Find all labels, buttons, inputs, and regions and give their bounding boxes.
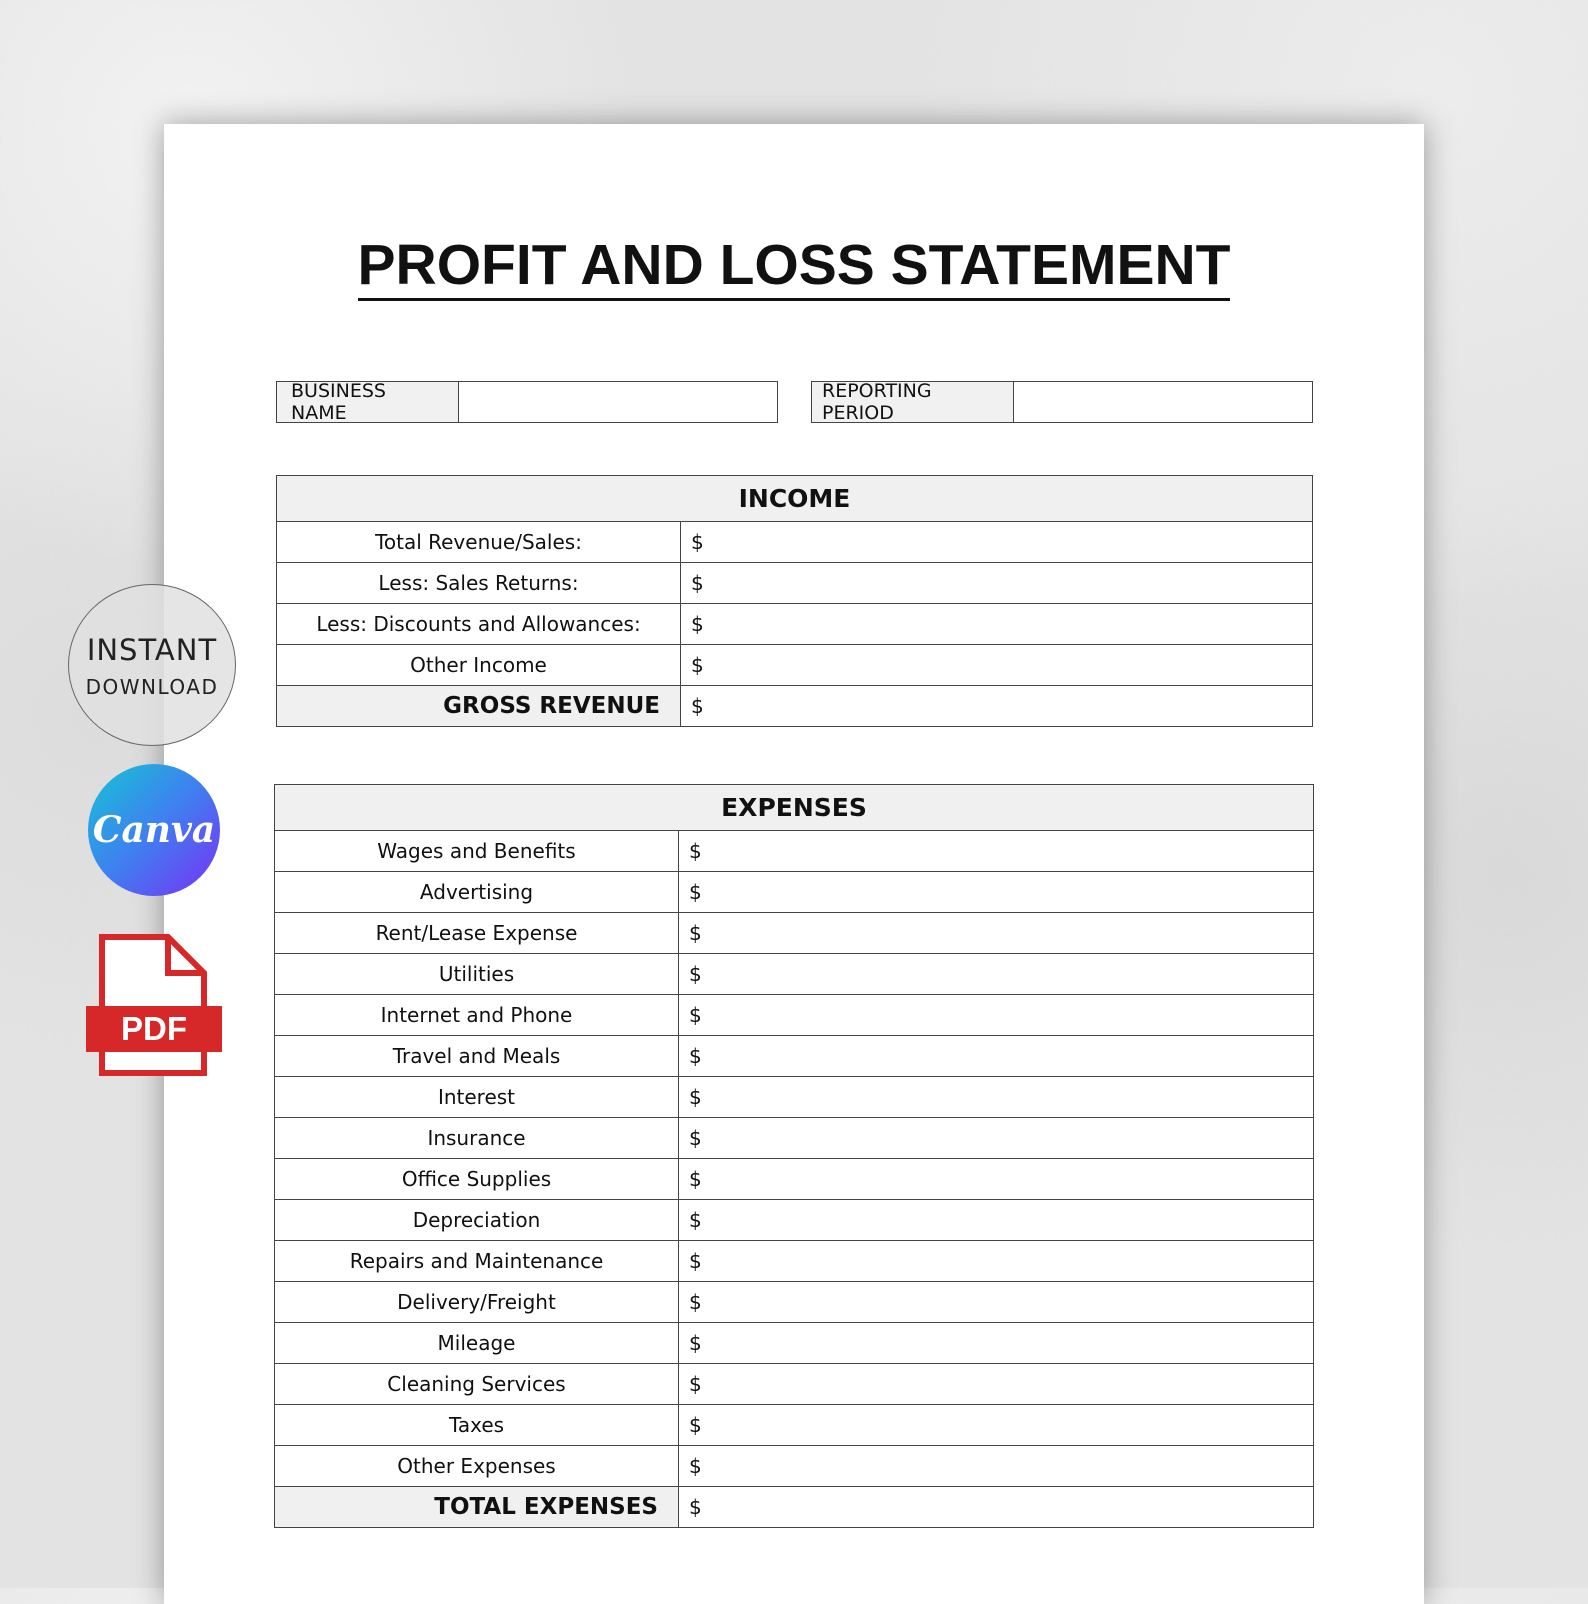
pdf-document-icon — [86, 934, 222, 1076]
row-label: Depreciation — [275, 1200, 679, 1241]
amount-cell[interactable]: $ — [679, 1036, 1314, 1077]
row-label: Cleaning Services — [275, 1364, 679, 1405]
row-label: Utilities — [275, 954, 679, 995]
gross-revenue-label: GROSS REVENUE — [277, 686, 681, 727]
table-row — [275, 1200, 1314, 1241]
table-row — [275, 913, 1314, 954]
amount-cell[interactable]: $ — [679, 1241, 1314, 1282]
amount-cell[interactable]: $ — [679, 1323, 1314, 1364]
row-label: Interest — [275, 1077, 679, 1118]
amount-cell[interactable]: $ — [679, 995, 1314, 1036]
row-label: Rent/Lease Expense — [275, 913, 679, 954]
table-row — [275, 1405, 1314, 1446]
reporting-period-field[interactable] — [811, 381, 1313, 423]
table-row — [275, 995, 1314, 1036]
row-label: Other Expenses — [275, 1446, 679, 1487]
expenses-header: EXPENSES — [275, 785, 1314, 831]
business-name-input[interactable] — [459, 382, 777, 422]
table-row — [275, 1077, 1314, 1118]
gross-revenue-amount[interactable]: $ — [681, 686, 1313, 727]
row-label: Repairs and Maintenance — [275, 1241, 679, 1282]
amount-cell[interactable]: $ — [679, 1159, 1314, 1200]
row-label: Advertising — [275, 872, 679, 913]
income-table — [276, 475, 1313, 727]
amount-cell[interactable]: $ — [679, 1200, 1314, 1241]
table-row — [277, 645, 1313, 686]
income-header: INCOME — [277, 476, 1313, 522]
row-label: Mileage — [275, 1323, 679, 1364]
table-row — [275, 1159, 1314, 1200]
row-label: Other Income — [277, 645, 681, 686]
amount-cell[interactable]: $ — [681, 563, 1313, 604]
amount-cell[interactable]: $ — [681, 645, 1313, 686]
reporting-period-input[interactable] — [1014, 382, 1312, 422]
total-expenses-amount[interactable]: $ — [679, 1487, 1314, 1528]
row-label: Less: Discounts and Allowances: — [277, 604, 681, 645]
table-row — [277, 604, 1313, 645]
table-row — [275, 1036, 1314, 1077]
row-label: Wages and Benefits — [275, 831, 679, 872]
table-row — [275, 872, 1314, 913]
row-label: Less: Sales Returns: — [277, 563, 681, 604]
table-row — [275, 1118, 1314, 1159]
download-label: DOWNLOAD — [85, 675, 219, 699]
pdf-label: PDF — [86, 1006, 222, 1052]
table-row — [275, 831, 1314, 872]
amount-cell[interactable]: $ — [679, 1405, 1314, 1446]
business-name-label: BUSINESS NAME — [277, 382, 459, 422]
canva-logo-text: Canva — [92, 809, 216, 851]
row-label: Total Revenue/Sales: — [277, 522, 681, 563]
canva-logo-icon — [88, 764, 220, 896]
row-label: Travel and Meals — [275, 1036, 679, 1077]
pdf-file-icon — [86, 934, 222, 1076]
amount-cell[interactable]: $ — [679, 872, 1314, 913]
business-name-field[interactable] — [276, 381, 778, 423]
table-row — [275, 1364, 1314, 1405]
row-label: Office Supplies — [275, 1159, 679, 1200]
amount-cell[interactable]: $ — [679, 831, 1314, 872]
document-page — [164, 124, 1424, 1604]
instant-label: INSTANT — [86, 633, 218, 667]
amount-cell[interactable]: $ — [679, 1282, 1314, 1323]
amount-cell[interactable]: $ — [681, 604, 1313, 645]
amount-cell[interactable]: $ — [679, 1364, 1314, 1405]
amount-cell[interactable]: $ — [681, 522, 1313, 563]
row-label: Insurance — [275, 1118, 679, 1159]
total-row — [275, 1487, 1314, 1528]
amount-cell[interactable]: $ — [679, 1118, 1314, 1159]
amount-cell[interactable]: $ — [679, 1446, 1314, 1487]
row-label: Delivery/Freight — [275, 1282, 679, 1323]
table-row — [277, 563, 1313, 604]
row-label: Internet and Phone — [275, 995, 679, 1036]
amount-cell[interactable]: $ — [679, 954, 1314, 995]
table-row — [275, 1241, 1314, 1282]
row-label: Taxes — [275, 1405, 679, 1446]
table-row — [277, 522, 1313, 563]
total-expenses-label: TOTAL EXPENSES — [275, 1487, 679, 1528]
table-row — [275, 1446, 1314, 1487]
table-row — [275, 1323, 1314, 1364]
table-row — [275, 954, 1314, 995]
amount-cell[interactable]: $ — [679, 913, 1314, 954]
page-title: PROFIT AND LOSS STATEMENT — [164, 232, 1424, 301]
total-row — [277, 686, 1313, 727]
reporting-period-label: REPORTING PERIOD — [812, 382, 1014, 422]
table-row — [275, 1282, 1314, 1323]
instant-download-badge — [68, 584, 236, 746]
amount-cell[interactable]: $ — [679, 1077, 1314, 1118]
expenses-table — [274, 784, 1314, 1528]
